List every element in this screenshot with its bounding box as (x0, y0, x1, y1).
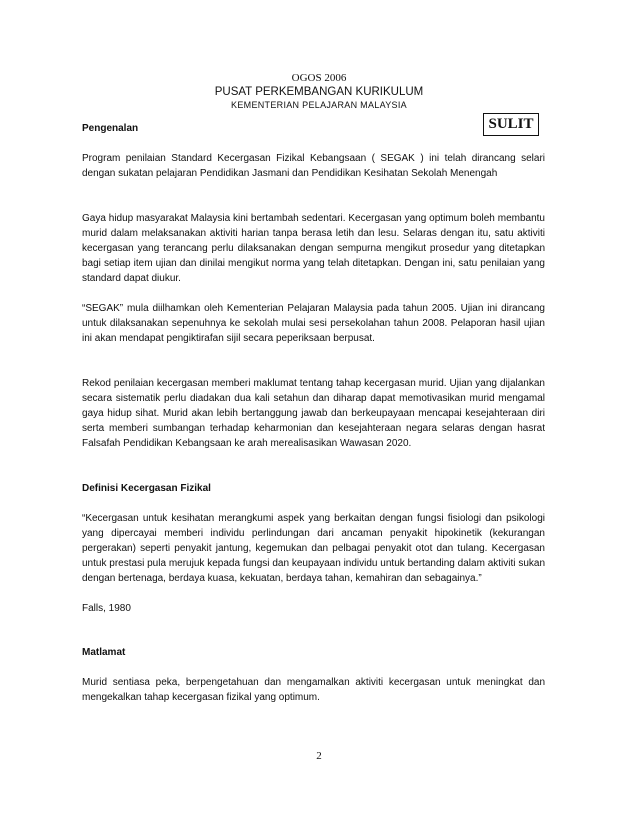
section-heading-matlamat: Matlamat (82, 647, 126, 658)
section-heading-definisi: Definisi Kecergasan Fizikal (82, 483, 211, 494)
definition-quote: “Kecergasan untuk kesihatan merangkumi aspek yang berkaitan dengan fungsi fisiologi dan psikologi yang dipercayai memberi individu perlindungan dari ancaman penyakit hipokinetik (kekurangan pergerakan) seperti penyakit jantung, kegemukan dan pelbagai penyakit otot dan tulang. Kecergasan untuk prestasi pula merujuk kepada fungsi dan keupayaan individu untuk bertanding dalam aktiviti sukan dengan bertenaga, berdaya kuasa, kekuatan, berdaya tahan, kemahiran dan sebagainya.” (82, 513, 545, 584)
paragraph-intro-4: Rekod penilaian kecergasan memberi maklumat tentang tahap kecergasan murid. Ujian yang dijalankan secara sistematik perlu diadakan dua kali setahun dan diharap dapat memotivasikan murid mengamal gaya hidup sihat. Murid akan lebih bertanggung jawab dan berkeupayaan mencapai kesejahteraan diri serta memberi sumbangan terhadap keharmonian dan kesejahteraan negara selaras dengan hasrat Falsafah Pendidikan Kebangsaan ke arah merealisasikan Wawasan 2020. (82, 378, 545, 449)
header-date: OGOS 2006 (291, 72, 347, 84)
header-organization: PUSAT PERKEMBANGAN KURIKULUM (214, 86, 424, 98)
paragraph-intro-2: Gaya hidup masyarakat Malaysia kini bertambah sedentari. Kecergasan yang optimum boleh membantu murid dalam melaksanakan aktiviti harian tanpa berasa letih dan lesu. Selaras dengan itu, satu aktiviti kecergasan yang terancang perlu dilaksanakan dengan sempurna mengikut prosedur yang ditetapkan bagi setiap item ujian dan dinilai mengikut norma yang telah ditetapkan. Dengan ini, satu penilaian yang standard dapat diukur. (82, 213, 545, 284)
paragraph-intro-1: Program penilaian Standard Kecergasan Fizikal Kebangsaan ( SEGAK ) ini telah dirancang selari dengan sukatan pelajaran Pendidikan Jasmani dan Pendidikan Kesihatan Sekolah Menengah (82, 153, 545, 179)
paragraph-matlamat: Murid sentiasa peka, berpengetahuan dan mengamalkan aktiviti kecergasan untuk meningkat dan mengekalkan tahap kecergasan fizikal yang optimum. (82, 677, 545, 703)
classification-stamp: SULIT (483, 113, 539, 136)
paragraph-intro-3: “SEGAK” mula diilhamkan oleh Kementerian Pelajaran Malaysia pada tahun 2005. Ujian ini dirancang untuk dilaksanakan sepenuhnya ke sekolah mulai sesi persekolahan tahun 2008. Pelaporan hasil ujian ini akan mendapat pengiktirafan sijil secara peperiksaan berpusat. (82, 303, 545, 344)
definition-source: Falls, 1980 (82, 603, 131, 614)
header-ministry: KEMENTERIAN PELAJARAN MALAYSIA (231, 100, 407, 110)
page-number: 2 (316, 750, 322, 762)
section-heading-pengenalan: Pengenalan (82, 123, 139, 134)
